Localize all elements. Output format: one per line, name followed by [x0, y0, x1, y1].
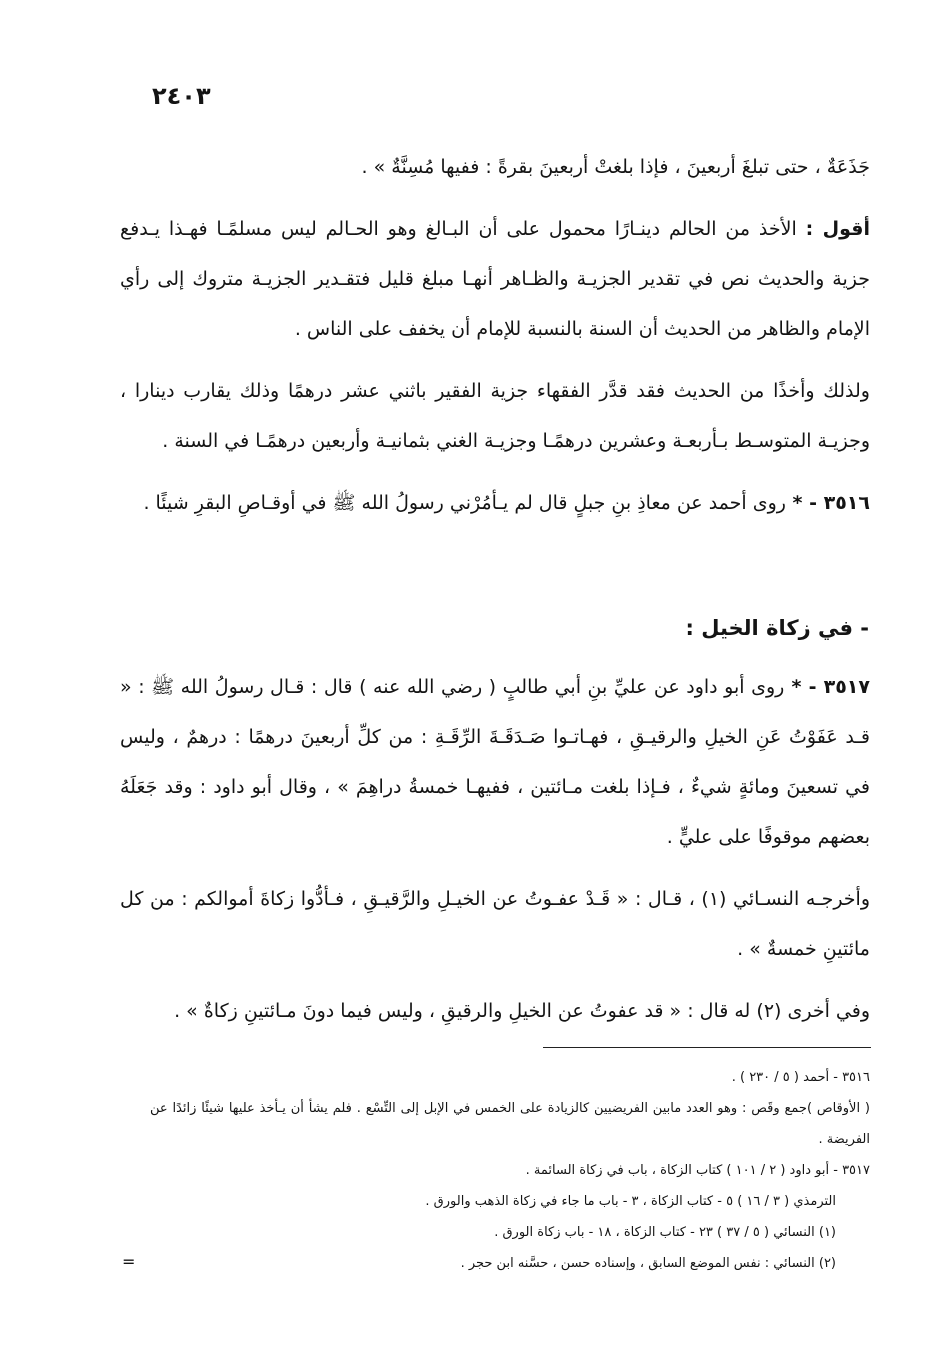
section-heading: - في زكاة الخيل : [685, 616, 869, 640]
main-text-upper [120, 142, 870, 540]
footnote-divider [543, 1047, 871, 1048]
paragraph-text: جَذَعَةٌ ، حتى تبلغَ أربعينَ ، فإذا بلغتْ أربعينَ بقرةً : ففيها مُسِنَّةٌ » . [361, 156, 870, 178]
paragraph-continuation [120, 142, 870, 192]
paragraph-text: وأخرجـه النسـائي (١) ، قـال : « قَـدْ عفـوتُ عن الخيـلِ والرَّقيـقِ ، فـأدُّوا زكاةَ أموالكم : من كل مائتينِ خمسةٌ » . [120, 888, 870, 960]
paragraph-text: وفي أخرى (٢) له قال : « قد عفوتُ عن الخيلِ والرقيقِ ، وليس فيما دونَ مـائتينِ زكاةٌ » . [174, 1000, 870, 1022]
footnotes [150, 1062, 870, 1279]
paragraph-lead: أقول : [805, 218, 870, 240]
main-text-lower [120, 662, 870, 1048]
page-number: ٢٤٠٣ [152, 82, 211, 110]
paragraph-other [120, 986, 870, 1036]
hadith-number: ٣٥١٧ - * [784, 676, 870, 698]
paragraph-commentary [120, 204, 870, 354]
footnote: ٣٥١٧ - أبو داود ( ٢ / ١٠١ ) كتاب الزكاة ، باب في زكاة السائمة . [525, 1163, 870, 1178]
paragraph-text: ولذلك وأخذًا من الحديث فقد قدَّر الفقهاء جزية الفقير باثني عشر درهمًا وذلك يقارب دينارا ، وجزيـة المتوسـط بـأربعـة وعشرين درهمًـا وجزيـة الغني بثمانيـة وأربعين درهمًـا في السنة . [120, 380, 870, 452]
hadith-text: روى أحمد عن معاذِ بنِ جبلٍ قال لم يـأمُرْني رسولُ الله ﷺ في أوقـاصِ البقرِ شيئًا . [143, 492, 786, 514]
hadith-3517 [120, 662, 870, 862]
footnote: الترمذي ( ٣ / ١٦ ) ٥ - كتاب الزكاة ، ٣ - باب ما جاء في زكاة الذهب والورق . [425, 1194, 836, 1209]
footnote: ٣٥١٦ - أحمد ( ٥ / ٢٣٠ ) . [731, 1070, 870, 1085]
hadith-number: ٣٥١٦ - * [785, 492, 870, 514]
paragraph-text: الأخذ من الحالم دينـارًا محمول على أن البـالغ وهو الحـالم ليس مسلمًـا فهـذا يـدفع جزية والحديث نص في تقدير الجزيـة والظـاهر أنهـا مبلغ قليل فتقـدير الجزيـة متروك إلى رأي الإمام والظاهر من الحديث أن السنة بالنسبة للإمام أن يخفف على الناس . [120, 218, 870, 340]
hadith-text: روى أبو داود عن عليِّ بنِ أبي طالبٍ ( رضي الله عنه ) قال : قـال رسولُ الله ﷺ : « قـد عَفَوْتُ عَنِ الخيلِ والرقيـقِ ، فهـاتـوا صَـدَقَـةَ الرِّقَـةِ : من كلِّ أربعينَ درهمًا : درهمٌ ، وليس في تسعينَ ومائةٍ شيءٌ ، فـإذا بلغت مـائتين ، ففيهـا خمسةُ دراهِمَ » ، وقال أبو داود : وقد جَعَلَهُ بعضهم موقوفًا على عليٍّ . [120, 676, 870, 848]
footnote: (١) النسائي ( ٥ / ٣٧ ) ٢٣ - كتاب الزكاة ، ١٨ - باب زكاة الورق . [494, 1225, 836, 1240]
footnote: (٢) النسائي : نفس الموضع السابق ، وإسناده حسن ، حسَّنه ابن حجر . [460, 1256, 836, 1271]
hadith-3516 [120, 478, 870, 528]
footnote: ( الأوقاص )جمع وقَص : وهو العدد مابين الفريضيين كالزيادة على الخمس في الإبل إلى التِّسْع . فلم يشأ أن يـأخذ عليها شيئًا زائدًا عن الفريضة . [150, 1101, 870, 1147]
paragraph-jizya [120, 366, 870, 466]
paragraph-nasai [120, 874, 870, 974]
margin-mark: = [122, 1252, 136, 1271]
